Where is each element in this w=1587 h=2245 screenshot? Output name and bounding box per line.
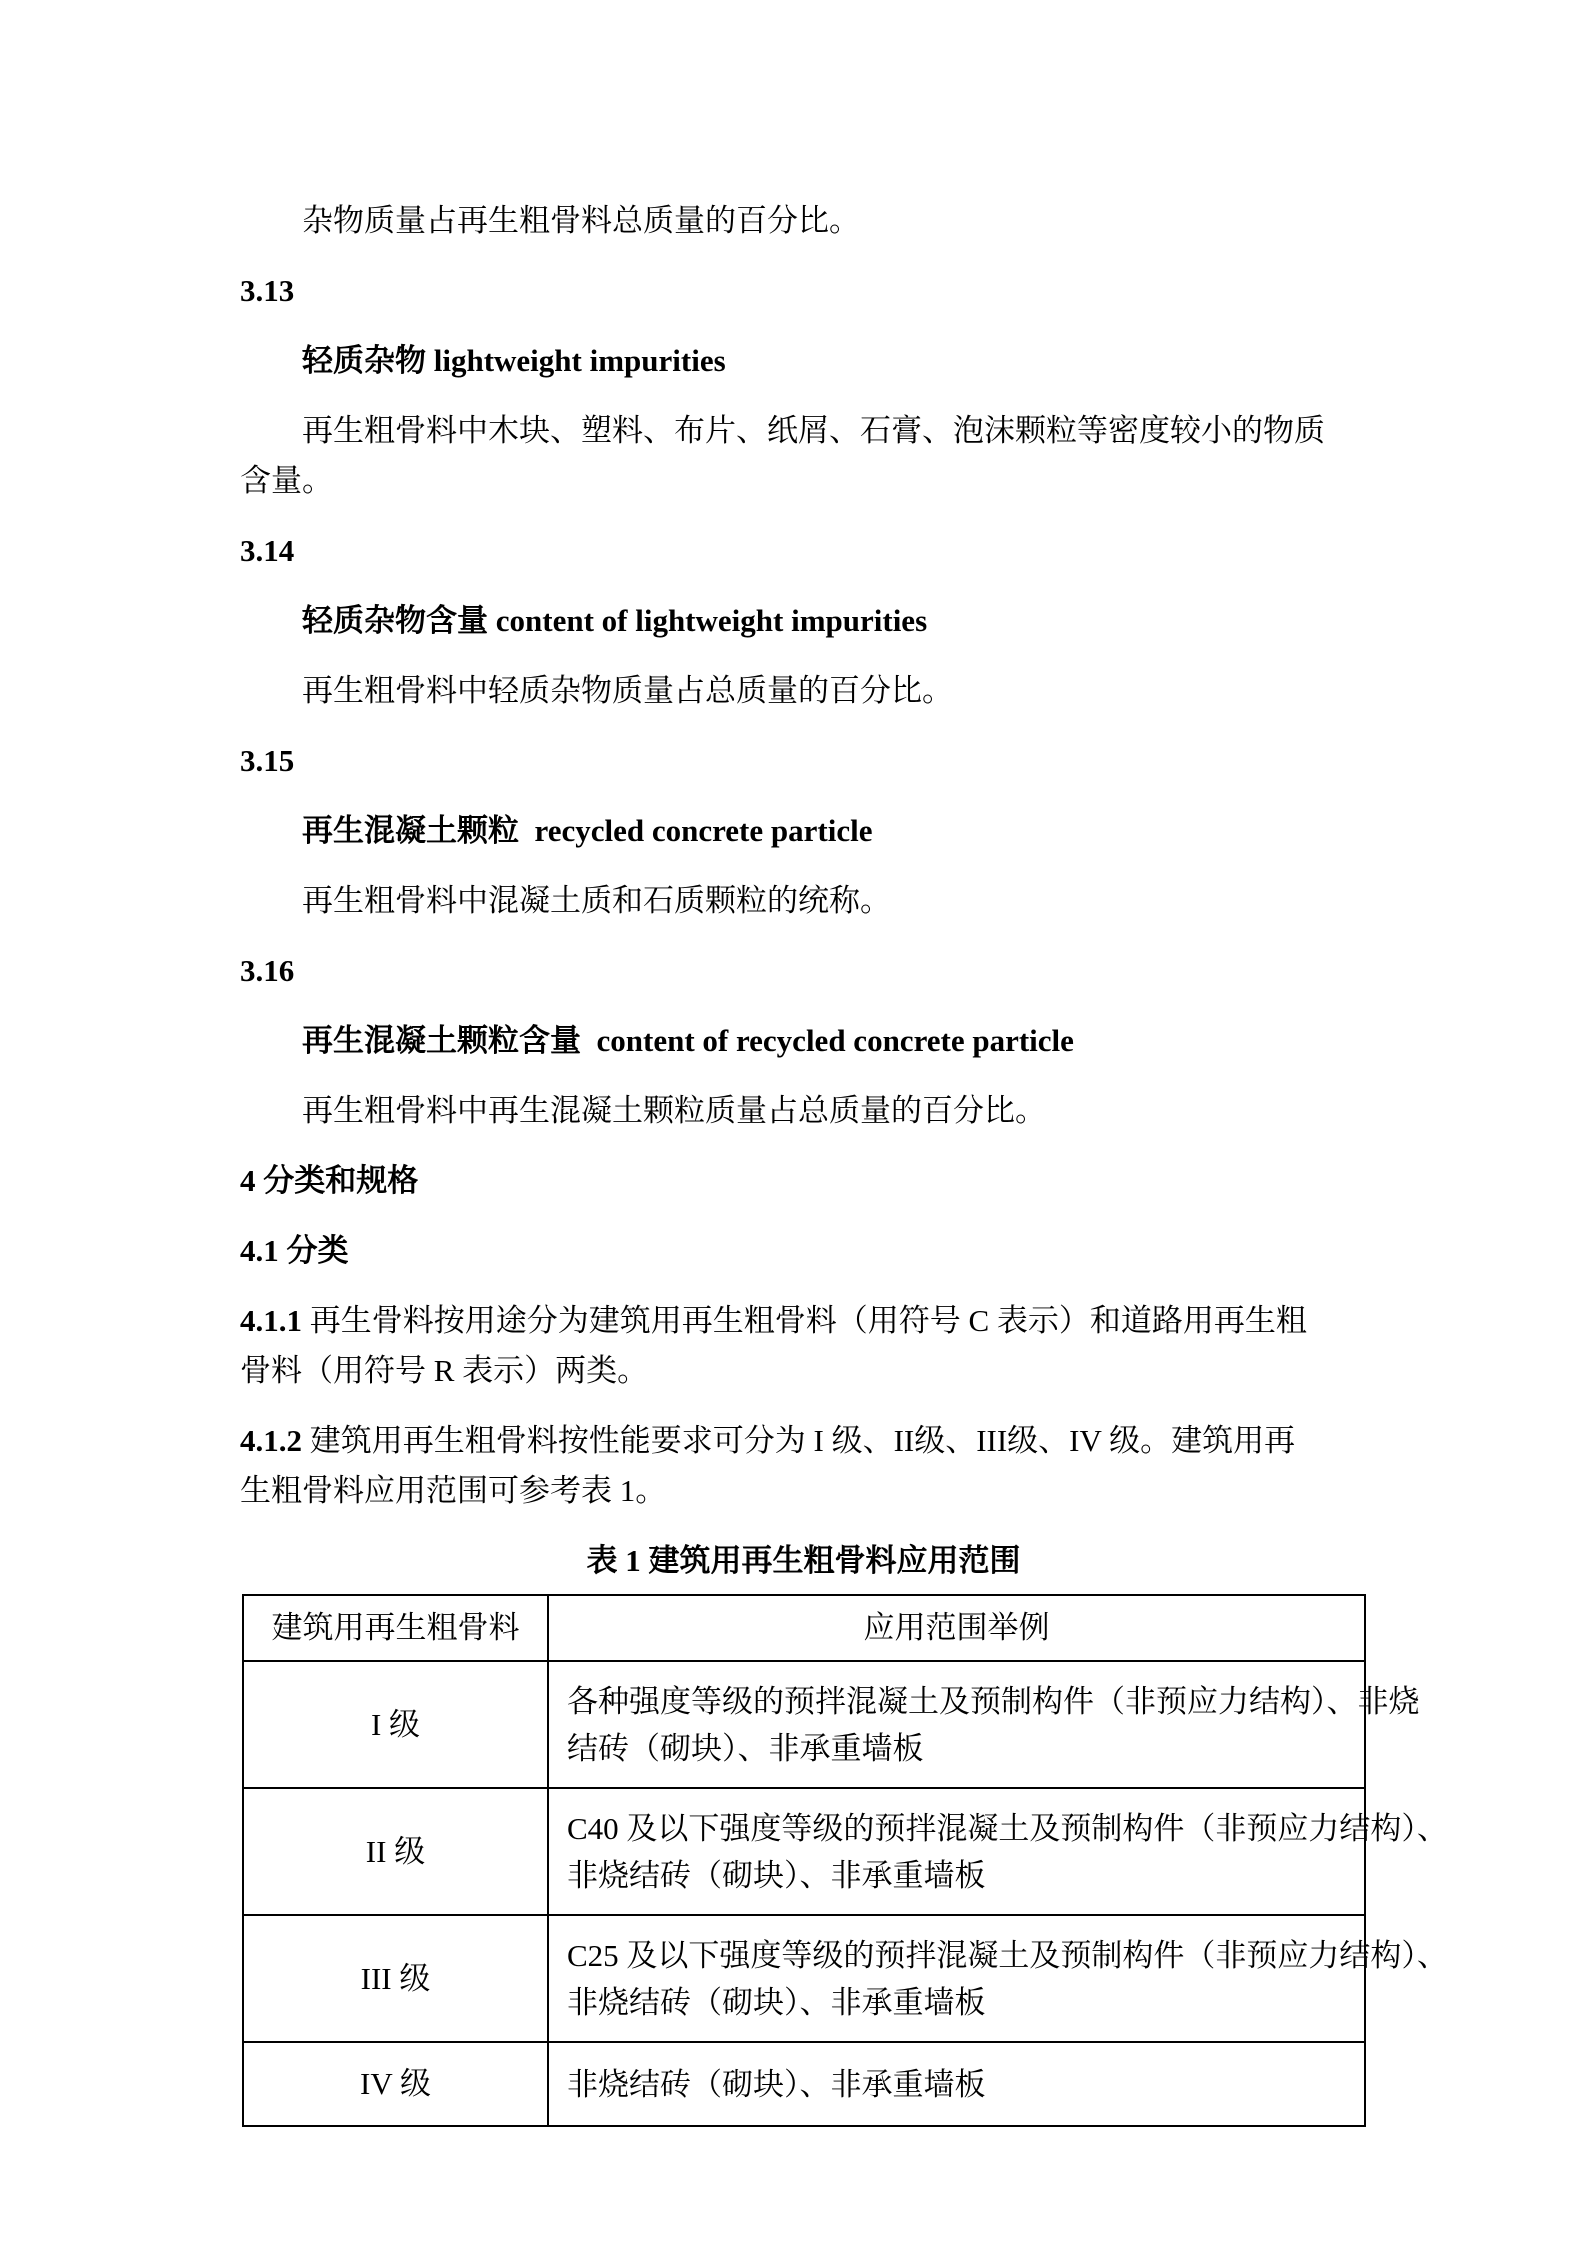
usage-line: 非烧结砖（砌块）、非承重墙板 xyxy=(567,1857,986,1893)
table-row xyxy=(243,2042,1365,2126)
definition-line: 含量。 xyxy=(240,463,333,498)
definition-line: 再生粗骨料中混凝土质和石质颗粒的统称。 xyxy=(302,883,891,918)
subsection-heading: 4.1 分类 xyxy=(240,1233,349,1268)
usage-cell xyxy=(548,1788,1448,1915)
section-number-3-13: 3.13 xyxy=(240,273,295,308)
clause-number: 4.1.2 xyxy=(240,1423,302,1458)
section-number-3-14: 3.14 xyxy=(240,533,295,568)
usage-line: 各种强度等级的预拌混凝土及预制构件（非预应力结构）、非烧 xyxy=(567,1683,1420,1719)
clause-first-line xyxy=(240,1296,1367,1346)
grade-cell: I 级 xyxy=(243,1661,548,1788)
clause-text-line1: 建筑用再生粗骨料按性能要求可分为 I 级、II级、III级、IV 级。建筑用再 xyxy=(309,1423,1296,1458)
grade-cell: II 级 xyxy=(243,1788,548,1915)
usage-line: 结砖（砌块）、非承重墙板 xyxy=(567,1730,924,1766)
table-row xyxy=(243,1788,1365,1915)
clause-text-line1: 再生骨料按用途分为建筑用再生粗骨料（用符号 C 表示）和道路用再生粗 xyxy=(309,1303,1307,1338)
clause-text-line2: 骨料（用符号 R 表示）两类。 xyxy=(240,1353,649,1388)
definition-3-13 xyxy=(240,406,1367,506)
definition-line: 再生粗骨料中再生混凝土颗粒质量占总质量的百分比。 xyxy=(302,1093,1046,1128)
term-heading-3-16: 再生混凝土颗粒含量 content of recycled concrete particle xyxy=(302,1023,1074,1058)
table-header-row xyxy=(243,1595,1365,1661)
table-row xyxy=(243,1661,1365,1788)
definition-3-16 xyxy=(240,1086,1367,1136)
usage-line: 非烧结砖（砌块）、非承重墙板 xyxy=(567,1984,986,2020)
grade-cell: IV 级 xyxy=(243,2042,548,2126)
table-row xyxy=(243,1915,1365,2042)
grade-cell: III 级 xyxy=(243,1915,548,2042)
definition-line: 再生粗骨料中轻质杂物质量占总质量的百分比。 xyxy=(302,673,953,708)
clause-text xyxy=(302,1303,310,1338)
clause-first-line xyxy=(240,1416,1367,1466)
usage-cell xyxy=(548,2042,1365,2126)
usage-cell xyxy=(548,1915,1448,2042)
usage-cell xyxy=(548,1661,1420,1788)
application-scope-table xyxy=(242,1594,1448,2127)
header-grade-column: 建筑用再生粗骨料 xyxy=(243,1595,548,1661)
paragraph-312-continuation: 杂物质量占再生粗骨料总质量的百分比。 xyxy=(302,203,860,238)
chapter-heading: 4 分类和规格 xyxy=(240,1163,419,1198)
clause-text-line2: 生粗骨料应用范围可参考表 1。 xyxy=(240,1473,667,1508)
section-number-3-16: 3.16 xyxy=(240,953,295,988)
usage-line: C40 及以下强度等级的预拌混凝土及预制构件（非预应力结构）、 xyxy=(567,1810,1448,1846)
definition-line: 再生粗骨料中木块、塑料、布片、纸屑、石膏、泡沫颗粒等密度较小的物质 xyxy=(302,413,1325,448)
table-caption: 表 1 建筑用再生粗骨料应用范围 xyxy=(586,1543,1021,1578)
term-heading-3-15: 再生混凝土颗粒 recycled concrete particle xyxy=(302,813,873,848)
clause-number: 4.1.1 xyxy=(240,1303,302,1338)
definition-3-15 xyxy=(240,876,1367,926)
clause-4-1-1 xyxy=(240,1296,1367,1396)
clause-text xyxy=(302,1423,310,1458)
term-heading-3-13: 轻质杂物 lightweight impurities xyxy=(302,343,726,378)
definition-3-14 xyxy=(240,666,1367,716)
term-heading-3-14: 轻质杂物含量 content of lightweight impurities xyxy=(302,603,928,638)
clause-4-1-2 xyxy=(240,1416,1367,1516)
header-usage-column: 应用范围举例 xyxy=(548,1595,1365,1661)
usage-line: 非烧结砖（砌块）、非承重墙板 xyxy=(567,2066,986,2102)
section-number-3-15: 3.15 xyxy=(240,743,295,778)
usage-line: C25 及以下强度等级的预拌混凝土及预制构件（非预应力结构）、 xyxy=(567,1937,1448,1973)
